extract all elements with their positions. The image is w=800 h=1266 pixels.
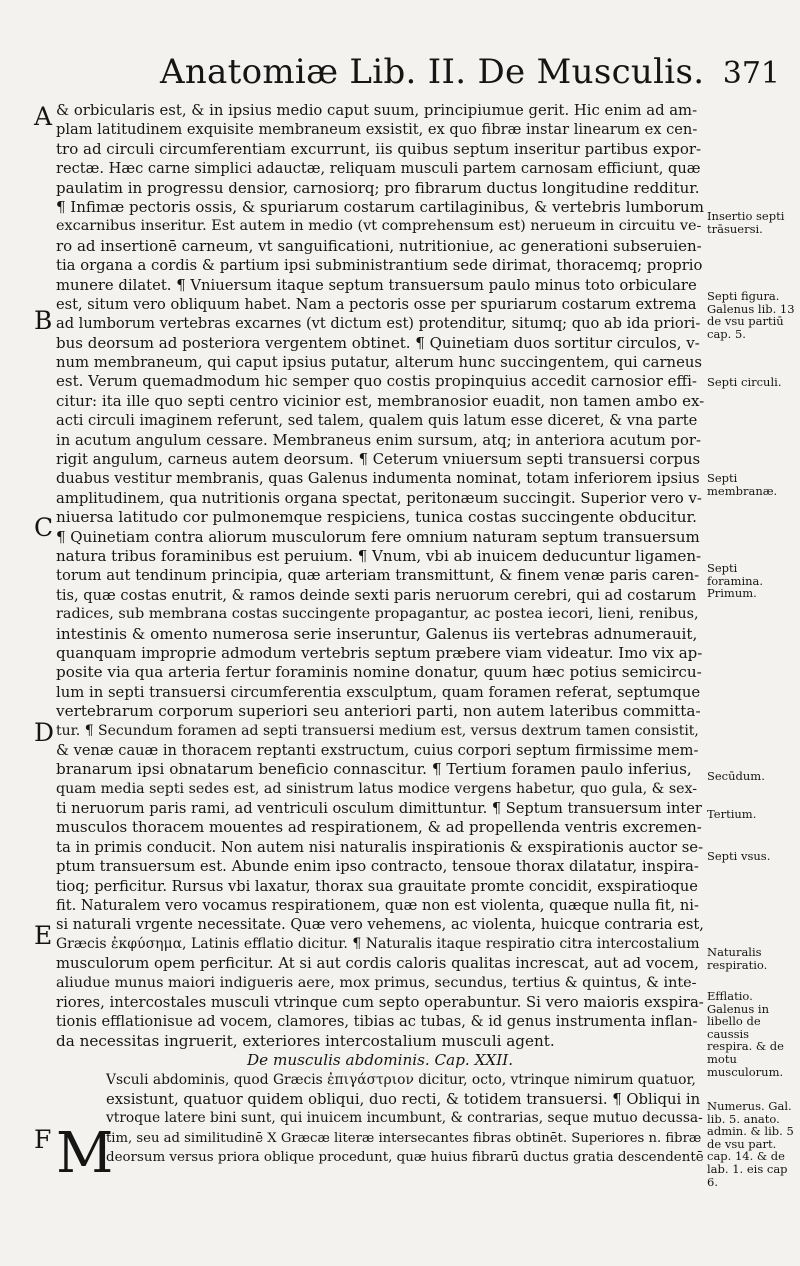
running-header <box>160 52 780 98</box>
text-line: exsistunt, quatuor quidem obliqui, duo recti, & totidem transuersi. ¶ Obliqui in <box>106 1090 701 1108</box>
text-line: tur. ¶ Secundum foramen ad septi transuersi medium est, versus dextrum tamen consistit, <box>56 722 699 739</box>
text-line: quanquam improprie admodum vertebris septum præbere viam videatur. Imo vix ap- <box>56 643 703 662</box>
text-line: acti circuli imaginem referunt, sed talem, qualem quis latum esse diceret, & vna parte <box>56 412 698 430</box>
text-line: ti neruorum paris rami, ad ventriculi osculum dimittuntur. ¶ Septum transuersum inter <box>56 800 702 818</box>
marginal-note: Septi vsus. <box>707 849 771 863</box>
text-line: ro ad insertionē carneum, vt sanguificationi, nutritioniue, ac generationi subseruien- <box>56 236 702 255</box>
drop-cap: M <box>56 1121 114 1186</box>
marginal-note: Numerus. Gal. lib. 5. anato. admin. & lib. 5 de vsu part. cap. 14. & de lab. 1. eis cap 6. <box>707 1099 794 1189</box>
text-line: duabus vestitur membranis, quas Galenus indumenta nominat, totam inferiorem ipsius <box>56 470 700 488</box>
text-line: posite via qua arteria fertur foraminis nomine donatur, quum hæc potius semicircu- <box>56 663 702 682</box>
text-line: riores, intercostales musculi vtrinque cum septo operabuntur. Si vero maioris exspira- <box>56 993 704 1011</box>
marginal-note: Septi circuli. <box>707 375 782 389</box>
text-line: est, situm vero obliquum habet. Nam a pectoris osse per spuriarum costarum extrema <box>56 295 697 313</box>
marginal-note: Septi membranæ. <box>707 471 778 498</box>
text-line: in acutum angulum cessare. Membraneus enim sursum, atq; in anteriora acutum por- <box>56 431 701 449</box>
body-text <box>56 101 704 1051</box>
text-line: ptum transuersum est. Abunde enim ipso contracto, tensoue thorax dilatatur, inspira- <box>56 858 699 876</box>
text-line: paulatim in progressu densior, carnosiorq; pro fibrarum ductus longitudine redditur. <box>56 178 700 197</box>
text-line: natura tribus foraminibus est peruium. ¶ Vnum, vbi ab inuicem deducuntur ligamen- <box>56 546 702 565</box>
text-line: torum aut tendinum principia, quæ arteriam transmittunt, & finem venæ paris caren- <box>56 567 700 585</box>
text-line: quam media septi sedes est, ad sinistrum latus modice vergens habetur, quo gula, & sex- <box>56 780 698 797</box>
marginal-note: Septi figura. Galenus lib. 13 de vsu partiū cap. 5. <box>707 289 795 341</box>
marginal-note: Septi foramina. Primum. <box>707 561 764 601</box>
text-line: rigit angulum, carneus autem deorsum. ¶ Ceterum vniuersum septi transuersi corpus <box>56 451 701 469</box>
main-text-column <box>56 101 704 1167</box>
section-letter-b: B <box>34 306 53 335</box>
text-line: Vsculi abdominis, quod Græcis ἐπιγάστριον dicitur, octo, vtrinque nimirum quatuor, <box>106 1071 696 1088</box>
text-line: lum in septi transuersi circumferentia exsculptum, quam foramen referat, septumque <box>56 683 701 701</box>
text-line: tioq; perficitur. Rursus vbi laxatur, thorax sua grauitate promte concidit, exspiratioque <box>56 877 698 895</box>
text-line: tro ad circuli circumferentiam excurrunt, iis quibus septum inseritur partibus expor- <box>56 139 702 158</box>
text-line: ¶ Infimæ pectoris ossis, & spuriarum costarum cartilaginibus, & vertebris lumborum <box>56 197 704 216</box>
text-line: musculorum opem perficitur. At si aut cordis caloris qualitas increscat, aut ad vocem, <box>56 955 699 973</box>
text-line: & orbicularis est, & in ipsius medio caput suum, principiumue gerit. Hic enim ad am- <box>56 102 698 119</box>
text-line: da necessitas ingruerit, exteriores intercostalium musculi agent. <box>56 1031 555 1050</box>
text-line: aliudue munus maiori indigueris aere, mox primus, secundus, tertius & quintus, & inte- <box>56 974 697 991</box>
section-letter-f: F <box>34 1125 52 1154</box>
text-line: tionis efflationisue ad vocem, clamores, tibias ac tubas, & id genus instrumenta inflan- <box>56 1013 698 1031</box>
text-line: radices, sub membrana costas succingente propagantur, ac postea iecori, lieni, renibus, <box>56 606 699 623</box>
chapter-heading: De musculis abdominis. Cap. XXII. <box>246 1051 514 1070</box>
text-line: excarnibus inseritur. Est autem in medio (vt comprehensum est) nerueum in circuitu ve- <box>56 218 702 235</box>
running-title: Anatomiæ Lib. II. De Musculis. <box>160 52 705 92</box>
text-line: tim, seu ad similitudinē X Græcæ literæ intersecantes fibras obtinēt. Superiores n. fibræ <box>106 1130 702 1146</box>
text-line: tis, quæ costas enutrit, & ramos deinde sexti paris neruorum cerebri, qui ad costarum <box>56 586 697 604</box>
text-line: fit. Naturalem vero vocamus respirationem, quæ non est violenta, quæque nulla fit, ni- <box>56 897 699 915</box>
text-line: num membraneum, qui caput ipsius putatur, alterum hunc succingentem, qui carneus <box>56 354 702 372</box>
text-line: munere dilatet. ¶ Vniuersum itaque septum transuersum paulo minus toto orbiculare <box>56 276 697 294</box>
text-line: si naturali vrgente necessitate. Quæ vero vehemens, ac violenta, huicque contraria est, <box>56 916 704 934</box>
text-line: citur: ita ille quo septi centro vicinior est, membranosior euadit, non tamen ambo ex- <box>56 391 704 410</box>
text-line: est. Verum quemadmodum hic semper quo costis propinquius accedit carnosior effi- <box>56 372 697 391</box>
section-letter-d: D <box>34 718 55 747</box>
marginal-note: Insertio septi trāsuersi. <box>707 209 785 236</box>
text-line: ta in primis conducit. Non autem nisi naturalis inspirationis & exspirationis auctor se- <box>56 838 704 856</box>
text-line: deorsum versus priora oblique procedunt, quæ huius fibrarū ductus gratia descendentē <box>106 1150 704 1166</box>
marginal-note: Naturalis respiratio. <box>707 945 768 972</box>
section-letter-a: A <box>34 102 53 131</box>
text-line: branarum ipsi obnatarum beneficio connascitur. ¶ Tertium foramen paulo inferius, <box>56 760 692 779</box>
section-letter-e: E <box>34 921 53 950</box>
text-line: niuersa latitudo cor pulmonemque respiciens, tunica costas succingente obducitur. <box>56 508 697 527</box>
text-line: intestinis & omento numerosa serie inseruntur, Galenus iis vertebras adnumerauit, <box>56 624 698 643</box>
text-line: tia organa a cordis & partium ipsi subministrantium sede dirimat, thoracemq; proprio <box>56 257 703 275</box>
page-number: 371 <box>722 56 780 91</box>
text-line: rectæ. Hæc carne simplici adauctæ, reliquam musculi partem carnosam efficiunt, quæ <box>56 160 701 178</box>
text-line: Græcis ἐκφύσημα, Latinis efflatio dicitur. ¶ Naturalis itaque respiratio citra intercostalium <box>56 935 700 952</box>
text-line: ¶ Quinetiam contra aliorum musculorum fere omnium naturam septum transuersum <box>56 527 700 546</box>
text-line: & venæ cauæ in thoracem reptanti exstructum, cuius corpori septum firmissime mem- <box>56 741 699 759</box>
text-line: vtroque latere bini sunt, qui inuicem incumbunt, & contrarias, seque mutuo decussa- <box>106 1110 703 1127</box>
text-line: vertebrarum corporum superiori seu anteriori parti, non autem lateribus committa- <box>56 702 701 721</box>
text-line: amplitudinem, qua nutritionis organa spectat, peritonæum succingit. Superior vero v- <box>56 489 702 507</box>
text-line: ad lumborum vertebras excarnes (vt dictum est) protenditur, situmq; quo ab ida priori- <box>56 315 701 333</box>
marginal-note: Efflatio. Galenus in libello de caussis respira. & de motu musculorum. <box>707 989 784 1079</box>
marginal-note: Tertium. <box>707 807 757 821</box>
chapter-opening-text <box>56 1071 704 1168</box>
text-line: plam latitudinem exquisite membraneum exsistit, ex quo fibræ instar linearum ex cen- <box>56 121 698 139</box>
text-line: musculos thoracem mouentes ad respirationem, & ad propellenda ventris excremen- <box>56 818 702 837</box>
section-letter-c: C <box>34 513 54 542</box>
text-line: bus deorsum ad posteriora vergentem obtinet. ¶ Quinetiam duos sortitur circulos, v- <box>56 333 700 352</box>
marginal-note: Secūdum. <box>707 769 765 783</box>
